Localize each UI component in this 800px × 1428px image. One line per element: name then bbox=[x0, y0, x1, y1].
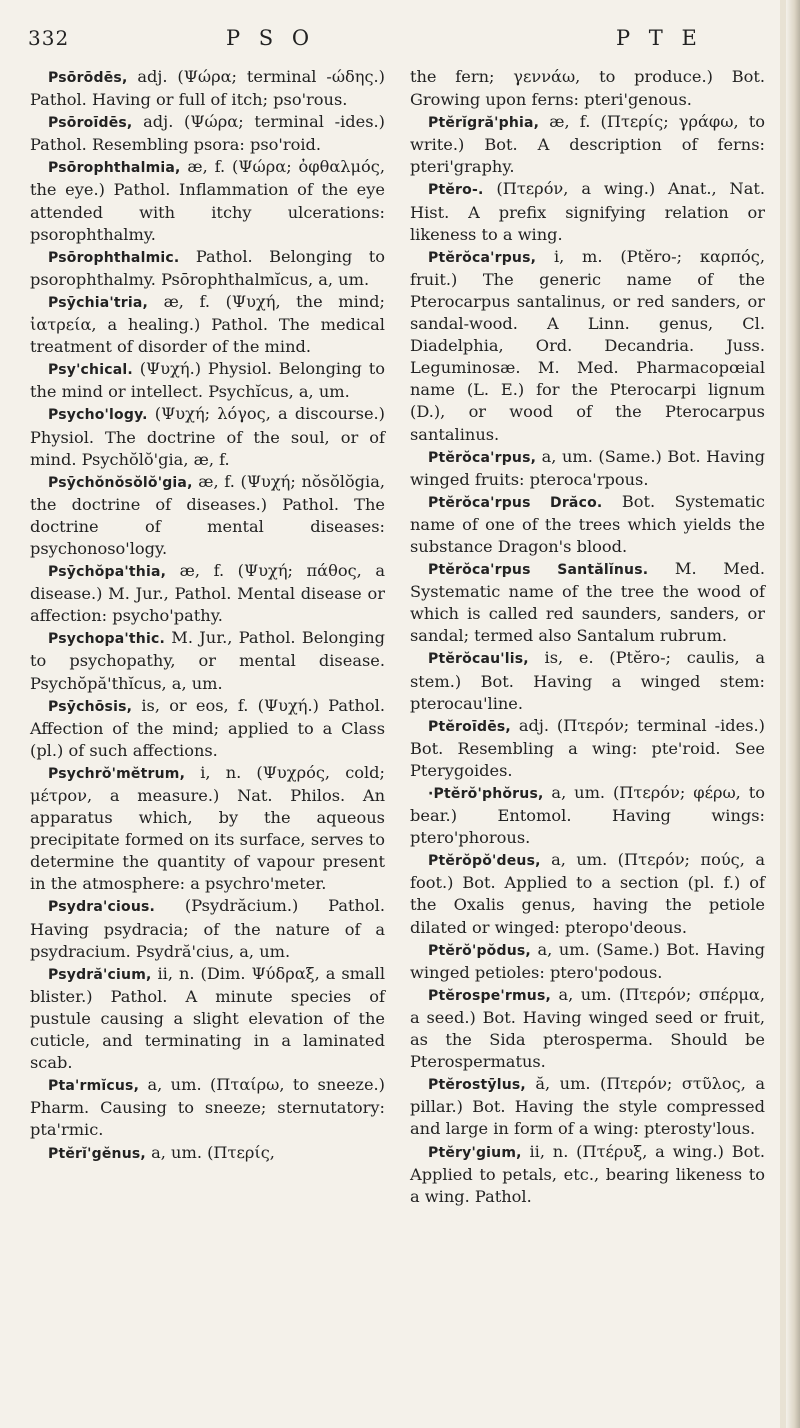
entry-definition: æ, f. (Ψυχή; πάθος, a disease.) M. Jur., Pathol. Mental disease or affection: psycho'pathy. bbox=[30, 561, 385, 626]
dictionary-entry bbox=[30, 1142, 385, 1165]
entry-definition: (Psydrăcium.) Pathol. Having psydracia; of the nature of a psydracium. Psydră'cius, a, um. bbox=[30, 896, 385, 961]
entry-headword: ·Ptĕrŏ'phŏrus, bbox=[428, 786, 544, 802]
dictionary-entry bbox=[30, 246, 385, 291]
entry-definition: æ, f. (Πτερίς; γράφω, to write.) Bot. A description of ferns: pteri'graphy. bbox=[410, 112, 765, 177]
entry-headword: Psycho'logy. bbox=[48, 407, 148, 424]
page-header bbox=[28, 24, 760, 64]
entry-headword: Ptĕrŏca'rpus Drăco. bbox=[428, 494, 603, 511]
entry-definition: adj. (Πτερόν; terminal -ides.) Bot. Resembling a wing: pte'roid. See Pterygoides. bbox=[410, 715, 765, 780]
entry-headword: Psȳchōsis, bbox=[48, 698, 133, 715]
left-column bbox=[30, 66, 385, 1165]
entry-definition: adj. (Ψώρα; terminal -ώδης.) Pathol. Having or full of itch; pso'rous. bbox=[30, 67, 385, 110]
dictionary-entry bbox=[410, 939, 765, 984]
dictionary-entry bbox=[410, 558, 765, 647]
dictionary-entry bbox=[30, 627, 385, 694]
dictionary-entry bbox=[30, 560, 385, 627]
entry-definition: a, um. (Same.) Bot. Having winged petioles: ptero'podous. bbox=[410, 939, 765, 982]
entry-headword: Psōrōdēs, bbox=[48, 70, 128, 86]
entry-definition: ă, um. (Πτερόν; στῦλος, a pillar.) Bot. Having the style compressed and large in form of a wing: pterosty'lous. bbox=[410, 1074, 765, 1139]
page-gutter bbox=[786, 0, 800, 1428]
entry-headword: Psydră'cium, bbox=[48, 966, 152, 983]
entry-headword: Ptĕrostȳlus, bbox=[428, 1077, 526, 1094]
dictionary-entry bbox=[30, 358, 385, 403]
entry-headword: Ptĕro-. bbox=[428, 182, 484, 199]
entry-headword: Psōrophthalmic. bbox=[48, 249, 180, 266]
entry-definition: a, um. (Πτερόν; πούς, a foot.) Bot. Applied to a section (pl. f.) of the Oxalis genus, having the petiole dilated or winged: pteropo'deous. bbox=[410, 850, 765, 937]
entry-definition: Bot. Systematic name of one of the trees which yields the substance Dragon's blood. bbox=[410, 491, 765, 556]
entry-definition: æ, f. (Ψώρα; ὀφθαλμός, the eye.) Pathol. Inflammation of the eye attended with itchy ulcerations: psorophthalmy. bbox=[30, 157, 385, 244]
right-column bbox=[410, 66, 765, 1208]
entry-headword: Psy'chical. bbox=[48, 362, 133, 379]
entry-headword: Psydra'cious. bbox=[48, 899, 156, 916]
entry-definition: (Πτερόν, a wing.) Anat., Nat. Hist. A prefix signifying relation or likeness to a wing. bbox=[410, 179, 765, 244]
dictionary-entry bbox=[30, 895, 385, 962]
dictionary-entry-continuation bbox=[410, 66, 765, 111]
running-head-left: P S O bbox=[226, 26, 316, 50]
entry-definition: æ, f. (Ψυχή; nŏsŏlŏgia, the doctrine of diseases.) Pathol. The doctrine of mental diseases: psychonoso'logy. bbox=[30, 471, 385, 558]
entry-definition: (Ψυχή; λόγος, a discourse.) Physiol. The doctrine of the soul, or of mind. Psychŏlŏ'gia, æ, f. bbox=[30, 404, 385, 469]
entry-headword: Ptĕrŏ'pŏdus, bbox=[428, 942, 531, 959]
entry-headword: Ptĕry'gium, bbox=[428, 1144, 522, 1161]
dictionary-entry bbox=[410, 647, 765, 714]
dictionary-entry bbox=[30, 156, 385, 245]
entry-definition: a, um. (Same.) Bot. Having winged fruits: pteroca'rpous. bbox=[410, 446, 765, 489]
entry-headword: Ptĕrŏca'rpus, bbox=[428, 449, 537, 466]
dictionary-entry bbox=[410, 491, 765, 558]
dictionary-entry bbox=[410, 782, 765, 849]
page-number: 332 bbox=[28, 26, 70, 50]
dictionary-entry bbox=[410, 446, 765, 491]
entry-definition: M. Jur., Pathol. Belonging to psychopathy, or mental disease. Psychŏpă'thĭcus, a, um. bbox=[30, 628, 385, 693]
entry-headword: Ptĕrospe'rmus, bbox=[428, 987, 552, 1004]
entry-headword: Psōroīdēs, bbox=[48, 115, 133, 132]
entry-definition: æ, f. (Ψυχή, the mind; ἰατρεία, a healing.) Pathol. The medical treatment of disorder of the mind. bbox=[30, 291, 385, 357]
dictionary-entry bbox=[30, 695, 385, 762]
dictionary-entry bbox=[30, 66, 385, 111]
entry-definition: i, m. (Ptĕro-; καρπός, fruit.) The generic name of the Pterocarpus santalinus, or red sanders, or sandal-wood. A Linn. genus, Cl. Diadelphia, Ord. Decandria. Juss. Leguminosæ. M. Med. Pharmacopœial name (L. E.) for the Pterocarpi lignum (D.), or wood of the Pterocarpus santalinus. bbox=[410, 246, 765, 444]
entry-definition: a, um. (Πταίρω, to sneeze.) Pharm. Causing to sneeze; sternutatory: pta'rmic. bbox=[30, 1075, 385, 1140]
entry-definition: is, or eos, f. (Ψυχή.) Pathol. Affection of the mind; applied to a Class (pl.) of such affections. bbox=[30, 695, 385, 760]
entry-definition: the fern; γεννάω, to produce.) Bot. Growing upon ferns: pteri'genous. bbox=[410, 67, 765, 110]
entry-headword: Psȳchia'tria, bbox=[48, 294, 149, 311]
entry-definition: (Ψυχή.) Physiol. Belonging to the mind or intellect. Psychĭcus, a, um. bbox=[30, 359, 385, 402]
entry-headword: Ptĕrŏca'rpus Santălĭnus. bbox=[428, 562, 649, 579]
entry-headword: Pta'rmĭcus, bbox=[48, 1078, 140, 1095]
dictionary-entry bbox=[410, 984, 765, 1073]
entry-definition: adj. (Ψώρα; terminal -ides.) Pathol. Resembling psora: pso'roid. bbox=[30, 112, 385, 155]
entry-definition: a, um. (Πτερίς, bbox=[145, 1142, 275, 1162]
dictionary-entry bbox=[410, 1141, 765, 1208]
dictionary-entry bbox=[410, 849, 765, 938]
entry-definition: is, e. (Ptĕro-; caulis, a stem.) Bot. Having a winged stem: pterocau'line. bbox=[410, 648, 765, 713]
entry-headword: Psōrophthalmia, bbox=[48, 160, 181, 177]
dictionary-entry bbox=[410, 111, 765, 178]
entry-headword: Psȳchŏpa'thia, bbox=[48, 564, 167, 581]
entry-headword: Psȳchŏnŏsŏlŏ'gia, bbox=[48, 474, 193, 491]
dictionary-entry bbox=[410, 715, 765, 782]
entry-definition: M. Med. Systematic name of the tree the wood of which is called red saunders, sanders, or sandal; termed also Santalum rubrum. bbox=[410, 559, 765, 646]
entry-headword: Ptĕrŏcau'lis, bbox=[428, 651, 529, 668]
entry-headword: Ptĕrŏpŏ'deus, bbox=[428, 853, 541, 870]
running-head-right: P T E bbox=[616, 26, 703, 50]
dictionary-entry bbox=[30, 291, 385, 358]
entry-headword: Ptĕrŏca'rpus, bbox=[428, 249, 537, 266]
entry-definition: a, um. (Πτερόν; φέρω, to bear.) Entomol. Having wings: ptero'phorous. bbox=[410, 783, 765, 848]
entry-definition: ii, n. (Πτέρυξ, a wing.) Bot. Applied to petals, etc., bearing likeness to a wing. Pathol. bbox=[410, 1141, 765, 1206]
dictionary-entry bbox=[410, 246, 765, 446]
entry-definition: a, um. (Πτερόν; σπέρμα, a seed.) Bot. Having winged seed or fruit, as the Sida pterosperma. Should be Pterospermatus. bbox=[410, 984, 765, 1072]
entry-headword: Ptĕrĭ'gĕnus, bbox=[48, 1145, 146, 1162]
entry-headword: Psychrŏ'mĕtrum, bbox=[48, 765, 186, 782]
entry-definition: i, n. (Ψυχρός, cold; μέτρον, a measure.) Nat. Philos. An apparatus which, by the aqueous precipitate formed on its surface, serves to determine the quantity of vapour present in the atmosphere: a psychro'meter. bbox=[30, 762, 385, 894]
dictionary-entry bbox=[30, 403, 385, 470]
dictionary-entry bbox=[30, 1074, 385, 1141]
dictionary-entry bbox=[30, 963, 385, 1074]
entry-headword: Ptĕrĭgră'phia, bbox=[428, 115, 540, 132]
dictionary-entry bbox=[30, 111, 385, 156]
entry-headword: Psychopa'thic. bbox=[48, 631, 165, 648]
dictionary-entry bbox=[410, 178, 765, 245]
entry-definition: Pathol. Belonging to psorophthalmy. Psōrophthalmĭcus, a, um. bbox=[30, 246, 385, 289]
dictionary-entry bbox=[410, 1073, 765, 1140]
dictionary-entry bbox=[30, 762, 385, 896]
entry-definition: ii, n. (Dim. Ψύδραξ, a small blister.) Pathol. A minute species of pustule causing a slight elevation of the cuticle, and terminating in a laminated scab. bbox=[30, 963, 385, 1073]
entry-headword: Ptĕroīdēs, bbox=[428, 718, 511, 735]
dictionary-entry bbox=[30, 471, 385, 560]
